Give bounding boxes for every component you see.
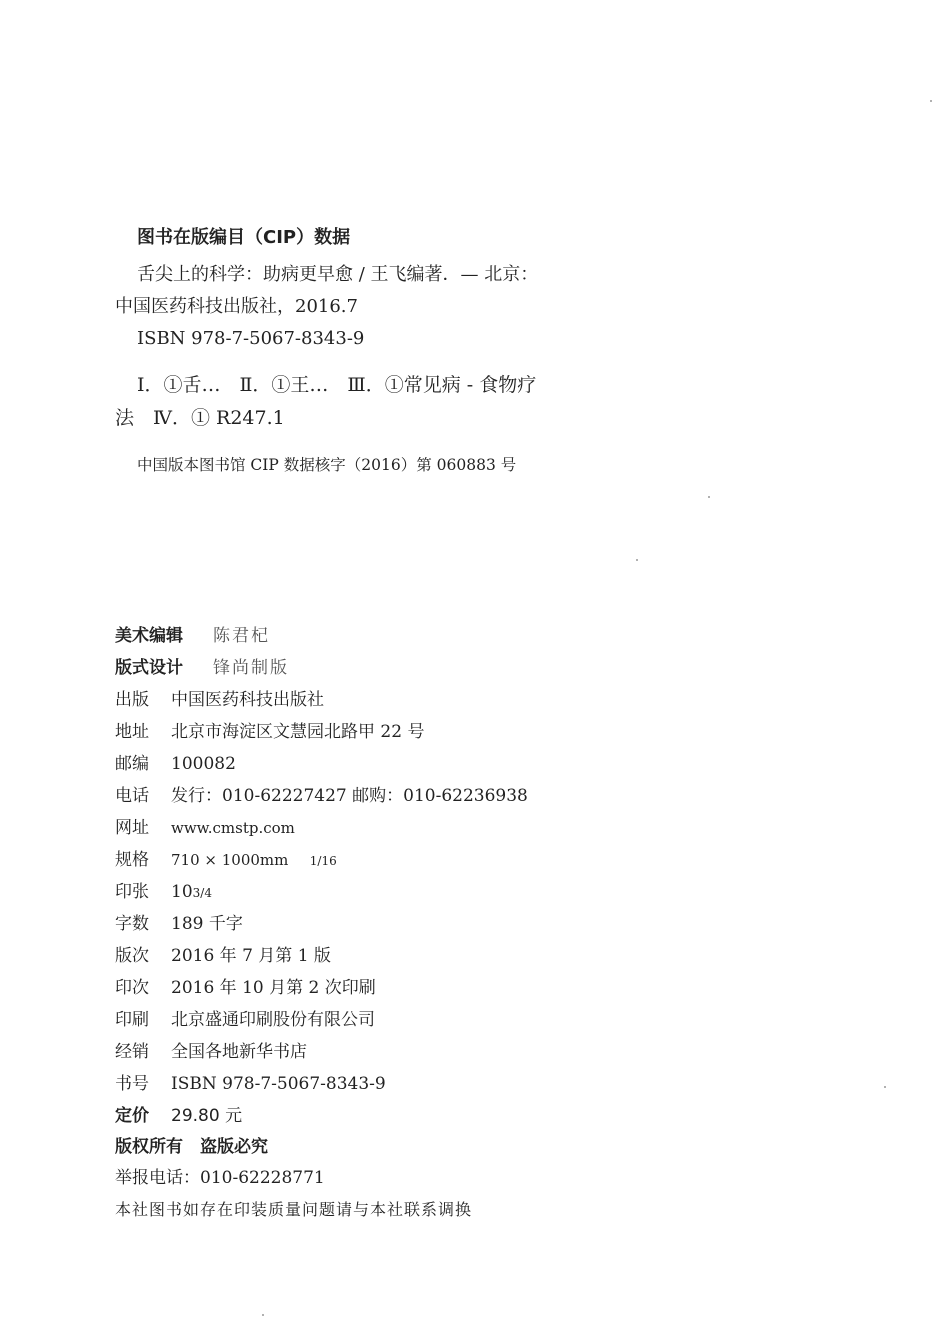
cip-line-isbn: ISBN 978-7-5067-8343-9 [137,328,365,349]
info-label: 美术编辑 [115,626,183,646]
quality-notice: 本社图书如存在印装质量问题请与本社联系调换 [115,1200,473,1219]
info-value: 2016 年 7 月第 1 版 [171,946,331,966]
info-label: 字数 [115,914,149,934]
info-value: www.cmstp.com [171,819,295,837]
info-row-publisher [115,684,715,716]
info-value: 29.80 元 [171,1106,243,1126]
info-value: 10 [171,882,193,902]
info-row-price [115,1100,715,1132]
info-label: 电话 [115,786,149,806]
info-value: 北京市海淀区文慧园北路甲 22 号 [171,722,425,742]
info-value: ISBN 978-7-5067-8343-9 [171,1074,386,1094]
info-row-art-editor [115,620,715,652]
info-row-website [115,812,715,844]
info-row-word-count [115,908,715,940]
info-label: 书号 [115,1074,149,1094]
speck [262,1314,264,1316]
publication-info [115,620,715,1225]
info-value: 中国医药科技出版社 [171,690,324,710]
report-phone: 举报电话：010-62228771 [115,1168,325,1188]
cip-block [115,226,675,477]
copyright-notice: 版权所有 盗版必究 [115,1137,268,1157]
info-row-layout-design [115,652,715,684]
info-label: 印刷 [115,1010,149,1030]
info-label: 网址 [115,818,149,838]
info-label: 邮编 [115,754,149,774]
speck [636,559,638,561]
speck [930,100,932,102]
speck [884,1086,886,1088]
cip-line-title-author: 舌尖上的科学：助病更早愈 / 王飞编著．— 北京： [137,264,539,285]
info-label: 版次 [115,946,149,966]
info-label: 经销 [115,1042,149,1062]
info-value: 100082 [171,754,236,774]
info-row-phone [115,780,715,812]
info-value: 锋尚制版 [213,658,289,678]
info-value: 陈君杞 [213,626,270,646]
info-label: 印次 [115,978,149,998]
info-value: 全国各地新华书店 [171,1042,307,1062]
cip-title: 图书在版编目（CIP）数据 [137,227,351,248]
info-value: 710 × 1000mm [171,851,289,869]
cip-line-subjects: Ⅰ．①舌… Ⅱ．①王… Ⅲ．①常见病 - 食物疗 [137,374,537,396]
info-label: 出版 [115,690,149,710]
info-value: 北京盛通印刷股份有限公司 [171,1010,375,1030]
info-value: 189 千字 [171,914,243,934]
cip-line-classification: 法 Ⅳ．① R247.1 [115,407,285,429]
info-label: 定价 [115,1106,149,1126]
info-value: 发行：010-62227427 邮购：010-62236938 [171,786,528,806]
cip-record-number: 中国版本图书馆 CIP 数据核字（2016）第 060883 号 [137,456,517,474]
info-fraction: 1/16 [309,854,337,868]
info-label: 印张 [115,882,149,902]
info-row-printer [115,1004,715,1036]
info-fraction: 3/4 [192,886,212,900]
info-label: 规格 [115,850,149,870]
info-row-address [115,716,715,748]
info-label: 地址 [115,722,149,742]
info-row-edition [115,940,715,972]
info-row-spec [115,844,715,876]
info-value: 2016 年 10 月第 2 次印刷 [171,978,376,998]
info-row-printing [115,972,715,1004]
cip-line-publisher: 中国医药科技出版社，2016.7 [115,296,358,317]
info-row-postcode [115,748,715,780]
info-label: 版式设计 [115,658,183,678]
speck [708,496,710,498]
info-row-sheets [115,876,715,908]
info-row-distributor [115,1036,715,1068]
info-row-isbn [115,1068,715,1100]
